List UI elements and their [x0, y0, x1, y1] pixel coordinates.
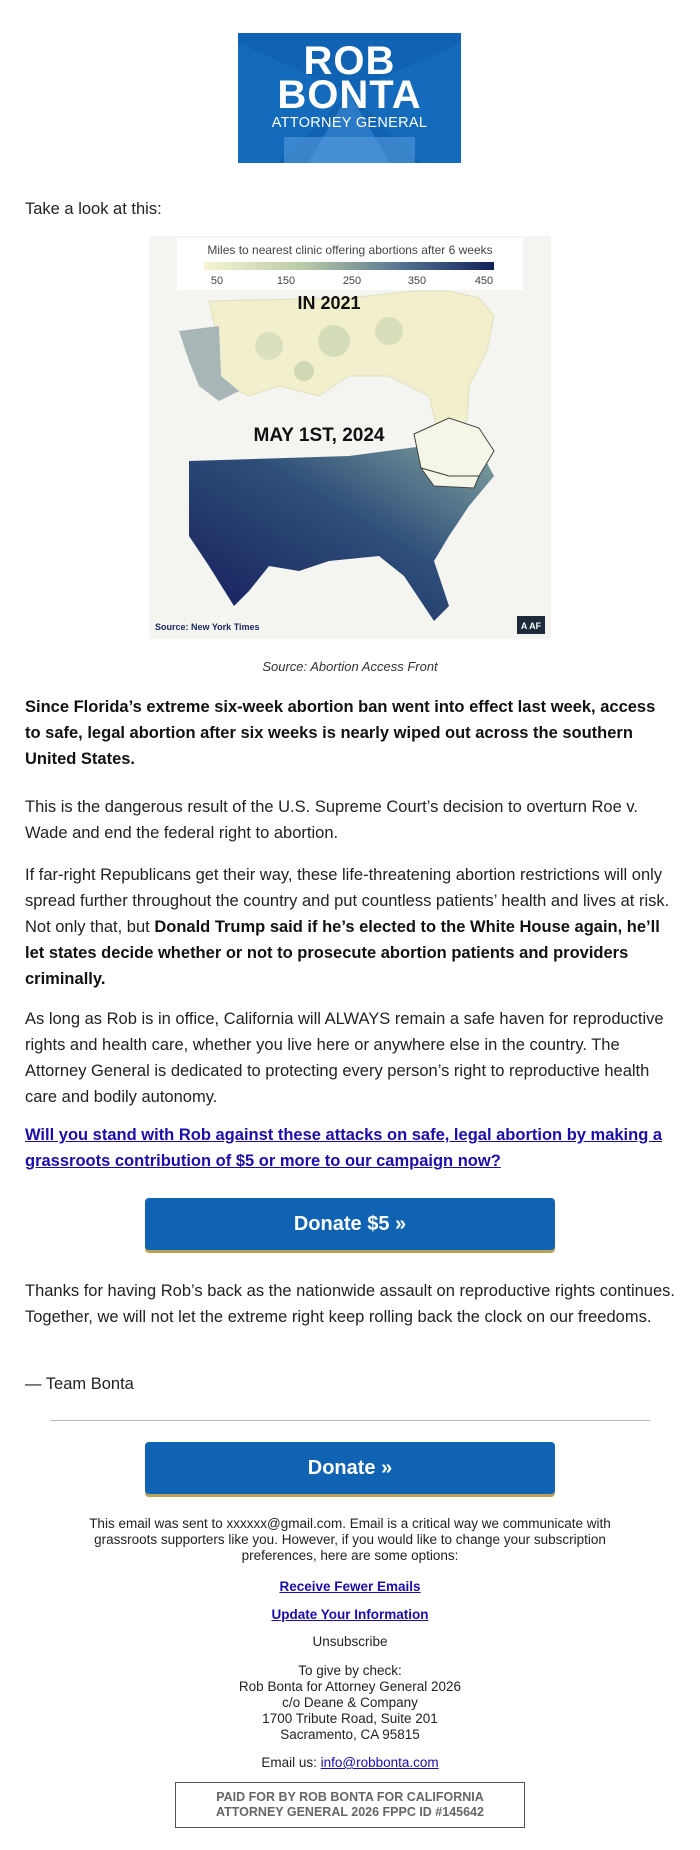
email-link[interactable]: info@robbonta.com — [320, 1755, 439, 1770]
legend-tick-150: 150 — [276, 275, 296, 287]
footer-notice: This email was sent to xxxxxx@gmail.com. Email is a critical way we communicate with grassroots supporters like you. However, if you would like to change your subscription preferences, here are some options: — [89, 1516, 611, 1563]
paragraph-florida-ban-text: Since Florida’s extreme six-week abortion ban went into effect last week, access to safe, legal abortion after six weeks is nearly wiped out across the southern United States. — [25, 698, 656, 768]
receive-fewer-emails-link[interactable]: Receive Fewer Emails — [279, 1579, 421, 1594]
abortion-access-map-image — [149, 236, 551, 639]
donate-ask-link[interactable]: Will you stand with Rob against these attacks on safe, legal abortion by making a grassroots contribution of $5 or more to our campaign now? — [25, 1126, 663, 1170]
footer-fewer-row — [0, 1579, 700, 1595]
logo-bonta: BONTA — [277, 73, 422, 117]
aaf-badge-text: A AF — [520, 621, 542, 631]
map-caption: Source: Abortion Access Front — [262, 659, 438, 674]
rob-bonta-logo — [238, 33, 461, 163]
logo-bar — [284, 137, 415, 163]
paragraph-trump-bold: Donald Trump said if he’s elected to the White House again, he’ll let states decide whether or not to prosecute abortion patients and providers criminally. — [25, 918, 660, 988]
paragraph-florida-ban — [25, 694, 675, 772]
map-2024-title: MAY 1ST, 2024 — [253, 425, 385, 446]
paid-for-disclaimer — [175, 1782, 525, 1828]
donate-button[interactable]: Donate » — [145, 1442, 555, 1494]
footer-email-row — [0, 1755, 700, 1771]
check-address-line2: c/o Deane & Company — [282, 1695, 418, 1710]
legend-tick-50: 50 — [210, 275, 224, 287]
check-address-line3: 1700 Tribute Road, Suite 201 — [262, 1711, 438, 1726]
unsubscribe-link[interactable]: Unsubscribe — [312, 1634, 388, 1649]
map-legend-bar — [204, 262, 494, 270]
email-label: Email us: — [261, 1755, 321, 1770]
paragraph-thanks: Thanks for having Rob’s back as the nationwide assault on reproductive rights continues. Together, we will not let the extreme right keep rolling back the clock on our freedoms. — [25, 1282, 675, 1326]
donate-5-button[interactable]: Donate $5 » — [145, 1198, 555, 1250]
paragraph-trump — [25, 862, 675, 992]
legend-tick-450: 450 — [474, 275, 494, 287]
legend-tick-350: 350 — [407, 275, 427, 287]
check-address-line4: Sacramento, CA 95815 — [280, 1727, 420, 1742]
check-label: To give by check: — [298, 1663, 402, 1678]
paragraph-trump-plain: If far-right Republicans get their way, these life-threatening abortion restrictions will only spread further throughout the country and put countless patients’ health and lives at risk. Not only that, but — [25, 866, 670, 936]
paragraph-safe-haven: As long as Rob is in office, California will ALWAYS remain a safe haven for reproductive rights and health care, whether you live here or anywhere else in the country. The Attorney General is dedicated to protecting every person’s right to reproductive health care and bodily autonomy. — [25, 1010, 664, 1106]
paid-line1: PAID FOR BY ROB BONTA FOR CALIFORNIA — [216, 1790, 484, 1804]
logo-rob: ROB — [303, 39, 396, 83]
logo-attorney-general: ATTORNEY GENERAL — [271, 115, 428, 131]
legend-tick-250: 250 — [342, 275, 362, 287]
divider — [50, 1420, 650, 1421]
map-legend-title: Miles to nearest clinic offering abortions after 6 weeks — [207, 243, 493, 257]
paid-line2: ATTORNEY GENERAL 2026 FPPC ID #145642 — [216, 1805, 484, 1819]
update-information-link[interactable]: Update Your Information — [271, 1607, 429, 1622]
signoff: — Team Bonta — [25, 1375, 134, 1393]
intro-text: Take a look at this: — [25, 200, 162, 218]
map-graphic — [149, 236, 551, 639]
paragraph-roe: This is the dangerous result of the U.S. Supreme Court’s decision to overturn Roe v. Wade and end the federal right to abortion. — [25, 798, 638, 842]
check-address-line1: Rob Bonta for Attorney General 2026 — [238, 1679, 462, 1694]
map-source: Source: New York Times — [155, 622, 260, 632]
ask-paragraph — [25, 1122, 675, 1174]
footer-update-row — [0, 1607, 700, 1623]
map-2021-title: IN 2021 — [297, 293, 361, 313]
